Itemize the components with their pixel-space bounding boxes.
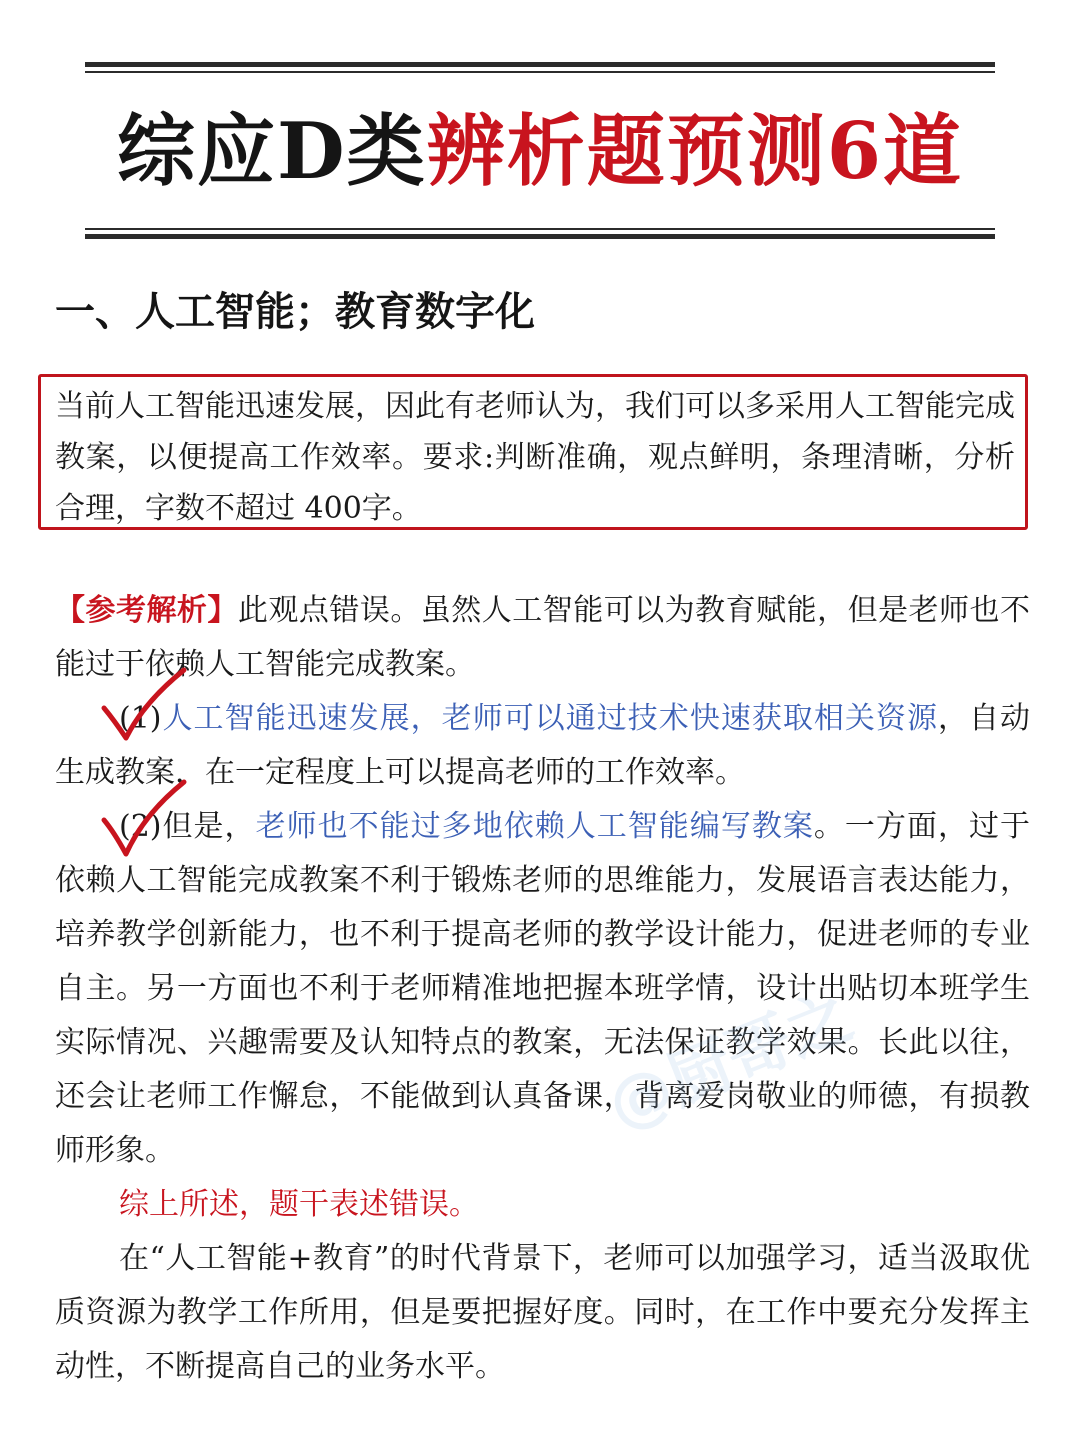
point-1-paragraph <box>55 692 1030 800</box>
title-part-black: 综应D类 <box>117 106 427 197</box>
point-1-number: (1) <box>119 701 162 736</box>
conclusion: 综上所述，题干表述错误。 <box>119 1187 479 1222</box>
closing-paragraph: 在“人工智能+教育”的时代背景下，老师可以加强学习，适当汲取优质资源为教学工作所用，但是要把握好度。同时，在工作中要充分发挥主动性，不断提高自己的业务水平。 <box>55 1241 1030 1384</box>
point-2-lead: 但是， <box>161 809 256 844</box>
point-2-paragraph <box>55 800 1030 1178</box>
section-heading: 一、人工智能；教育数字化 <box>55 289 535 335</box>
check-mark-icon <box>100 660 190 750</box>
point-2-highlight: 老师也不能过多地依赖人工智能编写教案 <box>255 809 814 844</box>
check-mark-icon <box>100 772 190 862</box>
question-box <box>38 374 1028 530</box>
point-2-number: (2) <box>119 809 162 844</box>
question-text: 当前人工智能迅速发展，因此有老师认为，我们可以多采用人工智能完成教案，以便提高工作效率。要求:判断准确，观点鲜明，条理清晰，分析合理，字数不超过 400字。 <box>55 389 1015 526</box>
analysis-body <box>55 584 1030 1394</box>
point-1-rest: ，自动生成教案，在一定程度上可以提高老师的工作效率。 <box>55 701 1031 790</box>
top-divider <box>85 62 995 73</box>
analysis-intro-paragraph <box>55 584 1030 692</box>
bottom-divider <box>85 228 995 239</box>
reference-label: 【参考解析】 <box>55 593 238 628</box>
analysis-intro: 此观点错误。虽然人工智能可以为教育赋能，但是老师也不能过于依赖人工智能完成教案。 <box>55 593 1031 682</box>
watermark: @厨哥之 <box>597 979 863 1144</box>
point-2-rest: 。一方面，过于依赖人工智能完成教案不利于锻炼老师的思维能力，发展语言表达能力，培养教学创新能力，也不利于提高老师的教学设计能力，促进老师的专业自主。另一方面也不利于老师精准地把握本班学情，设计出贴切本班学生实际情况、兴趣需要及认知特点的教案，无法保证教学效果。长此以往，还会让老师工作懈怠，不能做到认真备课，背离爱岗敬业的师德，有损教师形象。 <box>55 809 1031 1168</box>
title-part-red: 辨析题预测6道 <box>426 106 963 197</box>
page-title <box>0 102 1080 202</box>
point-1-highlight: 人工智能迅速发展，老师可以通过技术快速获取相关资源 <box>161 701 938 736</box>
